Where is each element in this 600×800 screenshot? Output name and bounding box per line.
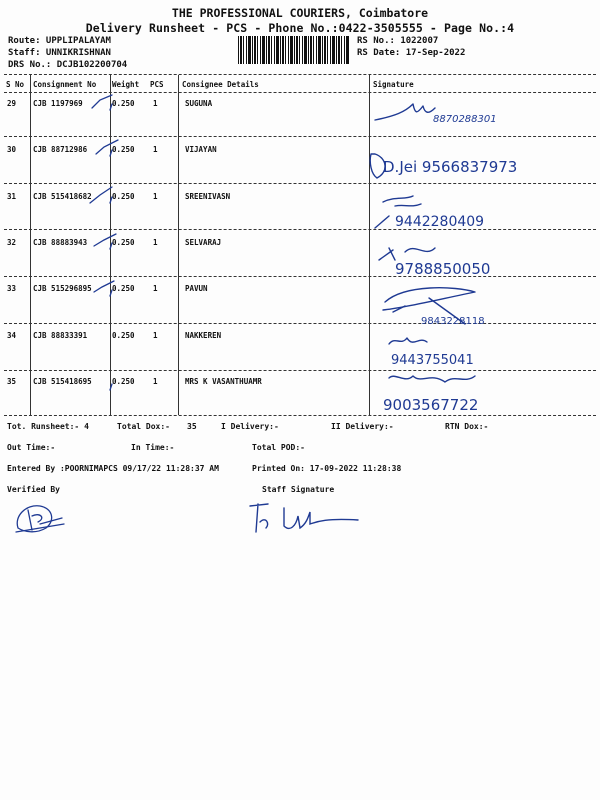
staff-label: Staff: UNNIKRISHNAN <box>8 48 111 58</box>
drs-label: DRS No.: DCJB102200704 <box>8 60 128 70</box>
row-sno: 34 <box>7 331 17 340</box>
tick-mark <box>94 281 114 292</box>
rs-number: RS No.: 1022007 <box>357 36 439 46</box>
i-delivery: I Delivery:- <box>221 422 279 431</box>
row-weight: 0.250 <box>112 238 135 247</box>
signature-column <box>365 92 595 417</box>
row-consignee: SREENIVASN <box>185 192 231 201</box>
row-pcs: 1 <box>153 331 158 340</box>
row-consignee: VIJAYAN <box>185 145 217 154</box>
runsheet-subtitle: Delivery Runsheet - PCS - Phone No.:0422-3505555 - Page No.:4 <box>85 21 515 35</box>
row-weight: 0.250 <box>112 331 135 340</box>
ii-delivery: II Delivery:- <box>331 422 394 431</box>
staff-signature <box>240 498 370 538</box>
row-weight: 0.250 <box>112 99 135 108</box>
row-sno: 32 <box>7 238 17 247</box>
out-time: Out Time:- <box>7 443 56 452</box>
row-pcs: 1 <box>153 145 158 154</box>
staff-signature-label: Staff Signature <box>262 485 335 494</box>
tick-mark <box>92 95 112 108</box>
row-consignee: NAKKEREN <box>185 331 222 340</box>
row-sno: 29 <box>7 99 17 108</box>
total-dox-value: 35 <box>187 422 197 431</box>
row-sno: 31 <box>7 192 17 201</box>
row-consignment: CJB 88883943 <box>33 238 88 247</box>
row-consignee: PAVUN <box>185 284 208 293</box>
row-consignee: SUGUNA <box>185 99 213 108</box>
row-weight: 0.250 <box>112 377 135 386</box>
row-consignment: CJB 1197969 <box>33 99 83 108</box>
route-label: Route: UPPLIPALAYAM <box>8 36 111 46</box>
col-sno: S No <box>6 80 25 89</box>
entered-by: Entered By :POORNIMAPCS 09/17/22 11:28:37 AM <box>7 464 219 473</box>
row-consignment: CJB 88712986 <box>33 145 88 154</box>
row-weight: 0.250 <box>112 145 135 154</box>
row-consignee: MRS K VASANTHUAMR <box>185 377 262 386</box>
row-pcs: 1 <box>153 377 158 386</box>
rs-date: RS Date: 17-Sep-2022 <box>357 48 466 58</box>
col-weight: Weight <box>112 80 140 89</box>
row-sno: 35 <box>7 377 17 386</box>
signature-phone: D.Jei 9566837973 <box>383 158 518 176</box>
tick-mark <box>90 187 112 203</box>
signature-phone: 9788850050 <box>395 260 491 278</box>
in-time: In Time:- <box>131 443 175 452</box>
row-consignment: CJB 515296895 <box>33 284 92 293</box>
row-pcs: 1 <box>153 192 158 201</box>
col-consignment: Consignment No <box>33 80 97 89</box>
signature-phone: 8870288301 <box>433 114 497 125</box>
row-pcs: 1 <box>153 99 158 108</box>
col-consignee: Consignee Details <box>182 80 259 89</box>
row-pcs: 1 <box>153 284 158 293</box>
row-sno: 33 <box>7 284 17 293</box>
tick-mark <box>94 234 116 246</box>
rtn-dox: RTN Dox:- <box>445 422 489 431</box>
row-pcs: 1 <box>153 238 158 247</box>
row-sno: 30 <box>7 145 17 154</box>
row-consignee: SELVARAJ <box>185 238 222 247</box>
total-runsheet: Tot. Runsheet:- 4 <box>7 422 89 431</box>
row-weight: 0.250 <box>112 192 135 201</box>
row-consignment: CJB 515418682 <box>33 192 92 201</box>
company-title: THE PROFESSIONAL COURIERS, Coimbatore <box>171 6 429 20</box>
tick-mark <box>96 140 118 154</box>
row-weight: 0.250 <box>112 284 135 293</box>
printed-on: Printed On: 17-09-2022 11:28:38 <box>252 464 402 473</box>
row-consignment: CJB 515418695 <box>33 377 92 386</box>
signature-phone: 9003567722 <box>383 396 479 414</box>
signature-phone: 9843228118 <box>421 316 485 327</box>
verified-by: Verified By <box>7 485 60 494</box>
total-pod: Total POD:- <box>252 443 305 452</box>
col-pcs: PCS <box>150 80 164 89</box>
total-dox-label: Total Dox:- <box>117 422 170 431</box>
verifier-signature <box>10 498 80 538</box>
signature-phone: 9443755041 <box>391 353 474 368</box>
col-signature: Signature <box>373 80 414 89</box>
row-consignment: CJB 88833391 <box>33 331 88 340</box>
signature-phone: 9442280409 <box>395 214 485 230</box>
signature-scribble <box>375 104 435 120</box>
